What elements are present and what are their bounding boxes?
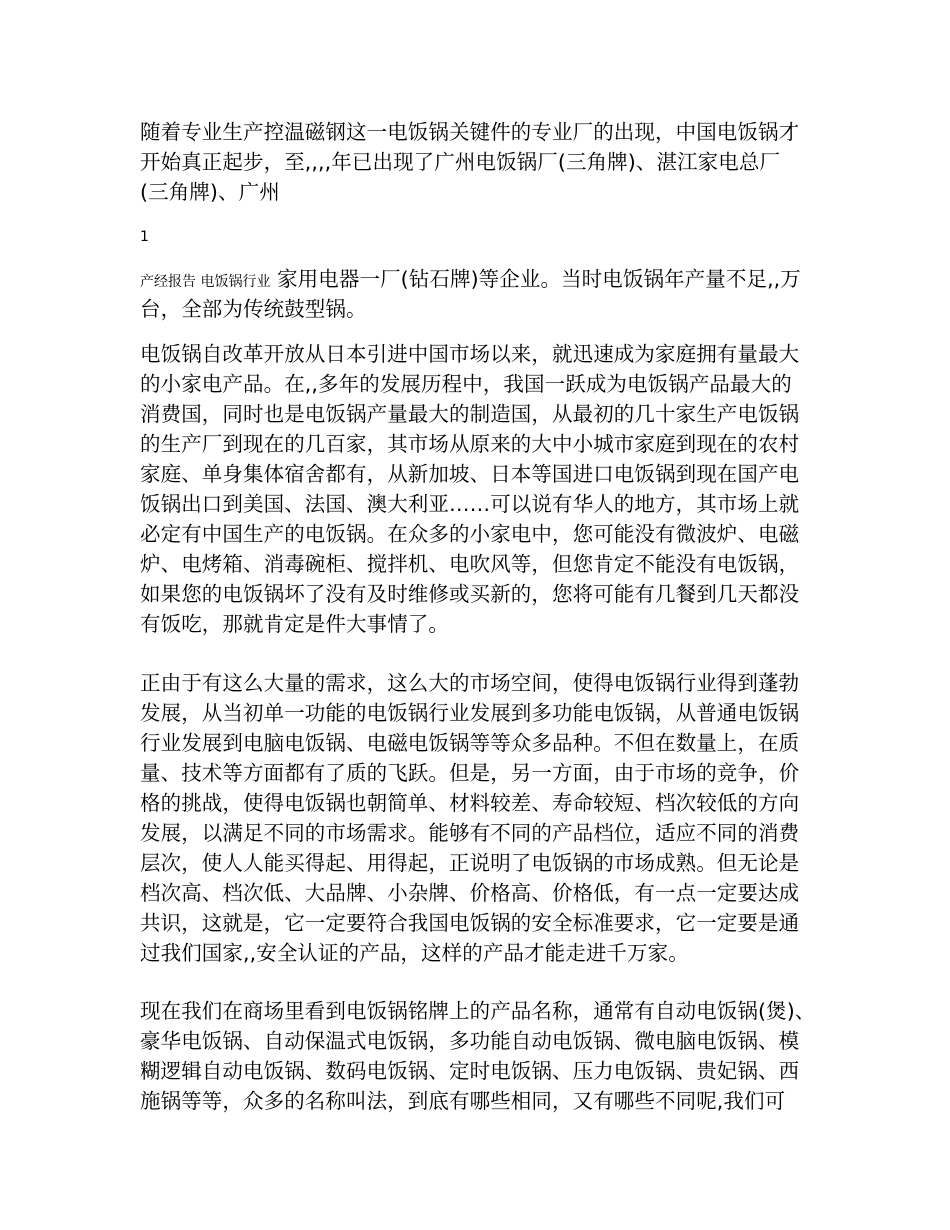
text-line: 现在我们在商场里看到电饭锅铭牌上的产品名称，通常有自动电饭锅(煲)、 bbox=[140, 999, 816, 1023]
text-line bbox=[140, 264, 820, 294]
text-line: 格的挑战，使得电饭锅也朝简单、材料较差、寿命较短、档次较低的方向 bbox=[140, 791, 800, 815]
paragraph-4 bbox=[140, 668, 820, 968]
text-line: 的生产厂到现在的几百家，其市场从原来的大中小城市家庭到现在的农村 bbox=[140, 432, 800, 456]
line-text: 家用电器一厂(钻石牌)等企业。当时电饭锅年产量不足,,万 bbox=[270, 267, 801, 291]
text-line: 消费国，同时也是电饭锅产量最大的制造国，从最初的几十家生产电饭锅 bbox=[140, 402, 800, 426]
text-line: 层次，使人人能买得起、用得起，正说明了电饭锅的市场成熟。但无论是 bbox=[140, 851, 800, 875]
text-line: 家庭、单身集体宿舍都有，从新加坡、日本等国进口电饭锅到现在国产电 bbox=[140, 462, 800, 486]
text-line: 过我们国家,,安全认证的产品，这样的产品才能走进千万家。 bbox=[140, 941, 689, 965]
text-line: 豪华电饭锅、自动保温式电饭锅，多功能自动电饭锅、微电脑电饭锅、模 bbox=[140, 1029, 800, 1053]
text-line: 糊逻辑自动电饭锅、数码电饭锅、定时电饭锅、压力电饭锅、贵妃锅、西 bbox=[140, 1059, 800, 1083]
paragraph-5 bbox=[140, 996, 820, 1116]
text-line: 必定有中国生产的电饭锅。在众多的小家电中，您可能没有微波炉、电磁 bbox=[140, 522, 800, 546]
text-line: 发展，从当初单一功能的电饭锅行业发展到多功能电饭锅，从普通电饭锅 bbox=[140, 701, 800, 725]
text-line: 行业发展到电脑电饭锅、电磁电饭锅等等众多品种。不但在数量上，在质 bbox=[140, 731, 800, 755]
page-number: 1 bbox=[140, 229, 149, 245]
text-line: 有饭吃，那就肯定是件大事情了。 bbox=[140, 612, 449, 636]
text-line: 如果您的电饭锅坏了没有及时维修或买新的，您将可能有几餐到几天都没 bbox=[140, 582, 800, 606]
text-line: 正由于有这么大量的需求，这么大的市场空间，使得电饭锅行业得到蓬勃 bbox=[140, 671, 800, 695]
text-line: 随着专业生产控温磁钢这一电饭锅关键件的专业厂的出现，中国电饭锅才 bbox=[140, 120, 800, 144]
header-prefix: 产经报告 电饭锅行业 bbox=[140, 274, 271, 290]
text-line: 档次高、档次低、大品牌、小杂牌、价格高、价格低，有一点一定要达成 bbox=[140, 881, 800, 905]
paragraph-2 bbox=[140, 264, 820, 324]
text-line: 施锅等等，众多的名称叫法，到底有哪些相同，又有哪些不同呢,我们可 bbox=[140, 1089, 786, 1113]
text-line: 发展，以满足不同的市场需求。能够有不同的产品档位，适应不同的消费 bbox=[140, 821, 800, 845]
text-line: (三角牌)、广州 bbox=[140, 180, 280, 204]
paragraph-3 bbox=[140, 339, 820, 639]
text-line: 共识，这就是，它一定要符合我国电饭锅的安全标准要求，它一定要是通 bbox=[140, 911, 800, 935]
paragraph-1 bbox=[140, 117, 820, 207]
text-line: 炉、电烤箱、消毒碗柜、搅拌机、电吹风等，但您肯定不能没有电饭锅， bbox=[140, 552, 800, 576]
text-line: 台，全部为传统鼓型锅。 bbox=[140, 297, 367, 321]
text-line: 量、技术等方面都有了质的飞跃。但是，另一方面，由于市场的竞争，价 bbox=[140, 761, 800, 785]
text-line: 开始真正起步，至,,,,年已出现了广州电饭锅厂(三角牌)、湛江家电总厂 bbox=[140, 150, 781, 174]
text-line: 饭锅出口到美国、法国、澳大利亚……可以说有华人的地方，其市场上就 bbox=[140, 492, 800, 516]
text-line: 电饭锅自改革开放从日本引进中国市场以来，就迅速成为家庭拥有量最大 bbox=[140, 342, 800, 366]
text-line: 的小家电产品。在,,多年的发展历程中，我国一跃成为电饭锅产品最大的 bbox=[140, 372, 792, 396]
